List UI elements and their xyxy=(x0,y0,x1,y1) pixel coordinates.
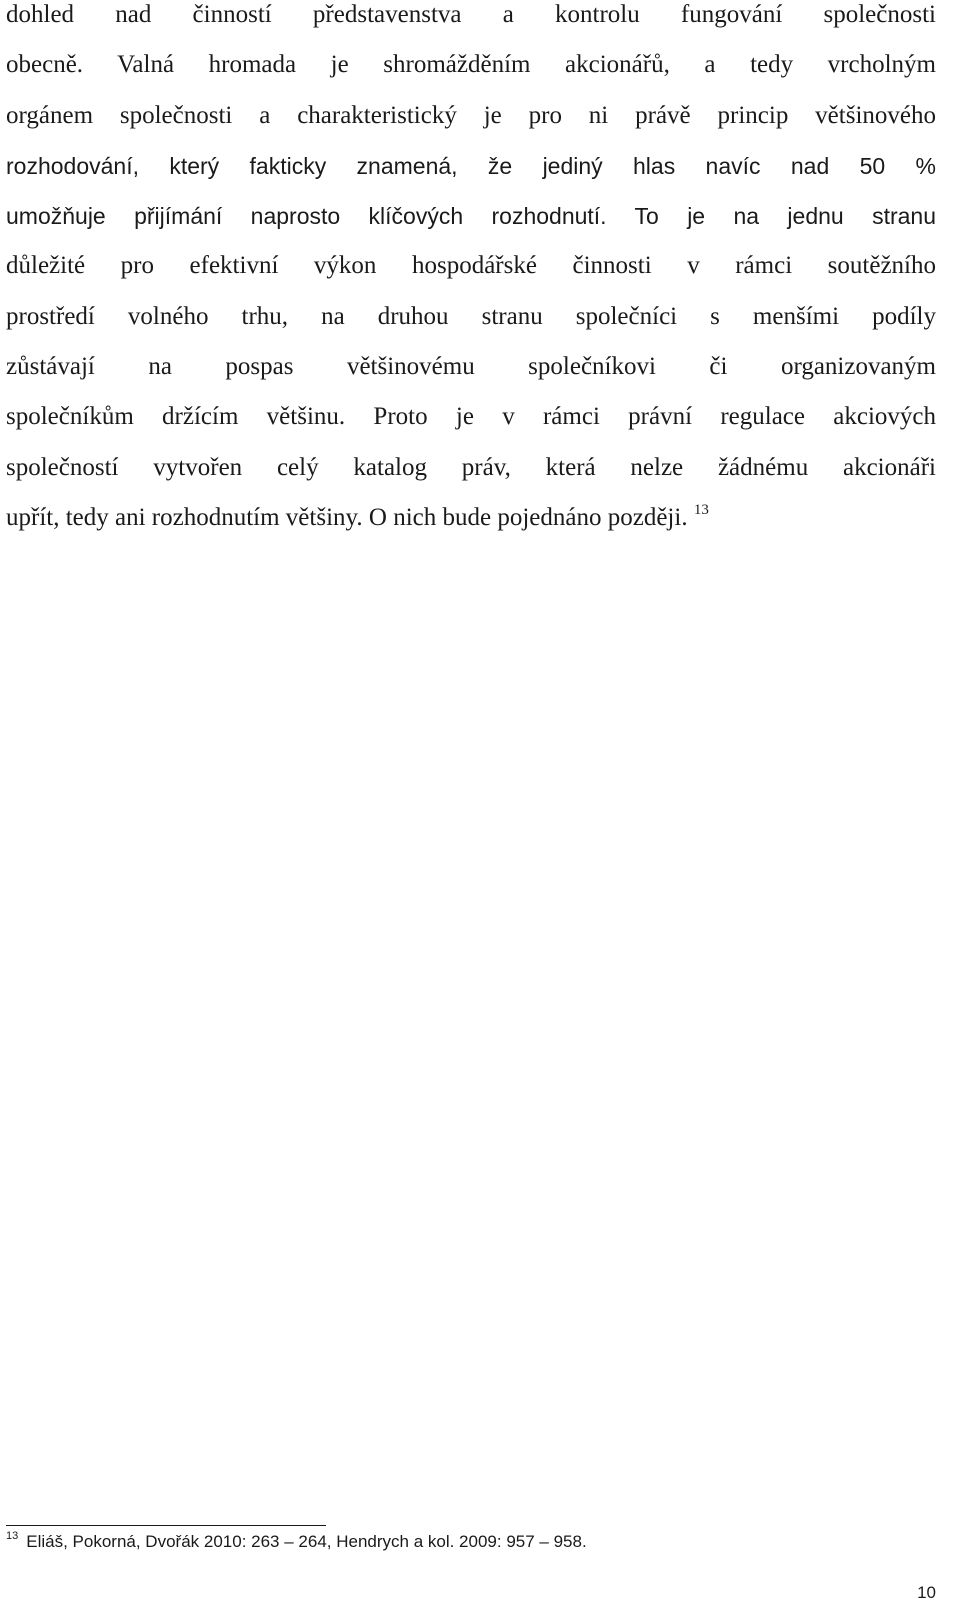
footnote-reference[interactable]: 13 xyxy=(693,501,709,518)
footnote xyxy=(6,1532,587,1552)
paragraph-last-line xyxy=(6,503,936,553)
footnote-text: Eliáš, Pokorná, Dvořák 2010: 263 – 264, Hendrych a kol. 2009: 957 – 958. xyxy=(26,1532,587,1551)
paragraph-line: zůstávají na pospas většinovému společníkovi či organizovaným xyxy=(6,353,936,381)
paragraph-line: obecně. Valná hromada je shromážděním akcionářů, a tedy vrcholným xyxy=(6,51,936,79)
paragraph-last-line-text: upřít, tedy ani rozhodnutím většiny. O nich bude pojednáno později. xyxy=(6,503,688,531)
body-paragraph xyxy=(6,0,936,553)
paragraph-line: prostředí volného trhu, na druhou stranu společníci s menšími podíly xyxy=(6,302,936,330)
paragraph-line: dohled nad činností představenstva a kontrolu fungování společnosti xyxy=(6,1,936,28)
paragraph-line: orgánem společnosti a charakteristický je pro ni právě princip většinového xyxy=(6,101,936,129)
footnote-number: 13 xyxy=(6,1530,19,1542)
paragraph-line: společníkům držícím většinu. Proto je v rámci právní regulace akciových xyxy=(6,403,936,431)
page-number: 10 xyxy=(917,1583,936,1602)
paragraph-line: rozhodování, který fakticky znamená, že jediný hlas navíc nad 50 % xyxy=(6,152,936,179)
footnote-separator xyxy=(6,1525,326,1526)
paragraph-line: důležité pro efektivní výkon hospodářské činnosti v rámci soutěžního xyxy=(6,252,936,280)
paragraph-line: umožňuje přijímání naprosto klíčových rozhodnutí. To je na jednu stranu xyxy=(6,203,936,230)
paragraph-line: společností vytvořen celý katalog práv, která nelze žádnému akcionáři xyxy=(6,453,936,481)
